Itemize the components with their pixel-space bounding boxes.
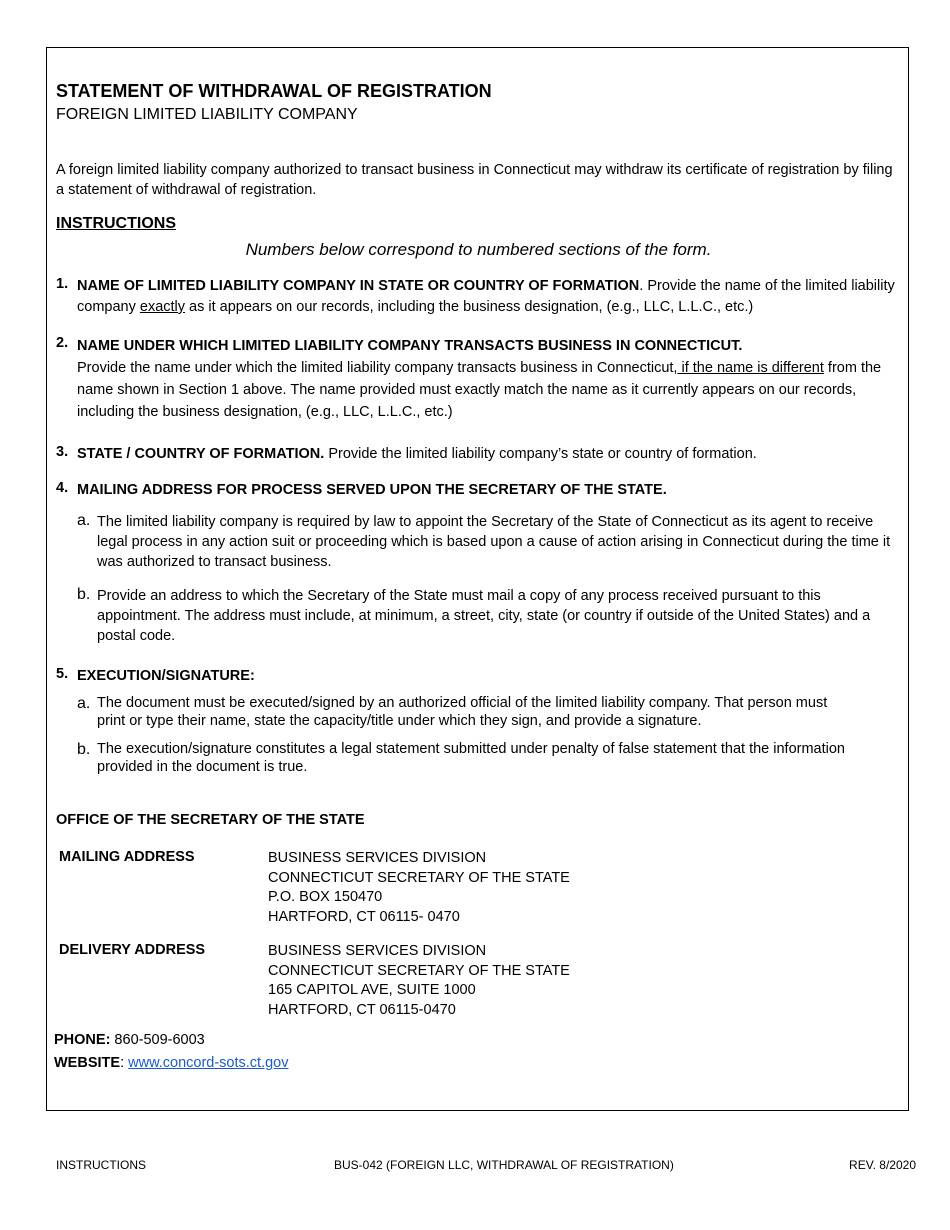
item-title: NAME OF LIMITED LIABILITY COMPANY IN STATE OR COUNTRY OF FORMATION (77, 278, 640, 294)
item-title: EXECUTION/SIGNATURE: (77, 668, 255, 684)
item-text: Provide the name under which the limited liability company transacts business in Connecticut, (77, 360, 678, 376)
website-label: WEBSITE (54, 1055, 121, 1071)
mailing-address (268, 849, 570, 927)
page-subtitle: FOREIGN LIMITED LIABILITY COMPANY (56, 106, 358, 123)
address-line: BUSINESS SERVICES DIVISION (268, 850, 487, 866)
item-text: as it appears on our records, including the business designation, (e.g., LLC, L.L.C., etc.) (185, 299, 754, 315)
instruction-item-2 (77, 335, 902, 423)
sub-item-4b: Provide an address to which the Secretary of the State must mail a copy of any process received pursuant to this appointment. The address must include, at minimum, a street, city, state (or country if outside of the United States) and a postal code. (97, 588, 871, 644)
intro-paragraph: A foreign limited liability company authorized to transact business in Connecticut may withdraw its certificate of registration by filing a statement of withdrawal of registration. (56, 162, 893, 198)
item-title: STATE / COUNTRY OF FORMATION. (77, 446, 325, 462)
item-text: . Provide the name of the limited liability company (77, 278, 895, 315)
instruction-item-1 (77, 276, 902, 318)
item-emphasis: if the name is different (677, 360, 824, 376)
item-title: MAILING ADDRESS FOR PROCESS SERVED UPON THE SECRETARY OF THE STATE. (77, 482, 667, 498)
address-line: HARTFORD, CT 06115- 0470 (268, 908, 460, 925)
phone-line (54, 1032, 205, 1048)
website-link[interactable]: www.concord-sots.ct.gov (128, 1055, 289, 1071)
website-separator: : (120, 1055, 129, 1071)
footer-right: REV. 8/2020 (849, 1158, 916, 1172)
item-number: 3. (56, 444, 69, 460)
delivery-address-label: DELIVERY ADDRESS (59, 942, 206, 958)
address-line: CONNECTICUT SECRETARY OF THE STATE (268, 869, 570, 886)
website-line (54, 1055, 289, 1071)
sub-item-4a: The limited liability company is required by law to appoint the Secretary of the State of Connecticut as its agent to receive legal process in any action suit or proceeding which is based upon a cause of action arising in Connecticut during the time it was authorized to transact business. (97, 514, 891, 570)
sub-item-5b: The execution/signature constitutes a legal statement submitted under penalty of false statement that the information provided in the document is true. (97, 741, 845, 775)
instructions-note: Numbers below correspond to numbered sections of the form. (245, 240, 712, 259)
footer-left: INSTRUCTIONS (56, 1158, 146, 1172)
address-line: CONNECTICUT SECRETARY OF THE STATE (268, 962, 570, 979)
item-emphasis: exactly (139, 299, 186, 315)
address-line: HARTFORD, CT 06115-0470 (268, 1001, 456, 1018)
instructions-heading: INSTRUCTIONS (56, 215, 176, 232)
item-text: Provide the limited liability company’s state or country of formation. (324, 446, 757, 462)
sub-letter: a. (77, 695, 91, 712)
item-number: 5. (56, 666, 69, 682)
address-line: 165 CAPITOL AVE, SUITE 1000 (268, 982, 476, 998)
mailing-address-label: MAILING ADDRESS (59, 849, 195, 865)
item-number: 1. (56, 276, 69, 292)
sub-item-5a: The document must be executed/signed by an authorized official of the limited liability company. That person must print or type their name, state the capacity/title under which they sign, and provide a signature. (97, 695, 828, 729)
sub-letter: b. (77, 741, 91, 758)
address-line: P.O. BOX 150470 (268, 889, 383, 905)
sub-letter: a. (77, 512, 91, 529)
delivery-address (268, 942, 570, 1020)
office-heading: OFFICE OF THE SECRETARY OF THE STATE (56, 812, 365, 828)
address-line: BUSINESS SERVICES DIVISION (268, 943, 487, 959)
instruction-item-3 (77, 444, 902, 465)
item-text: from the name shown in Section 1 above. The name provided must exactly match the name as it currently appears on our records, including the business designation, (e.g., LLC, L.L.C., etc.) (77, 360, 882, 420)
footer-center: BUS-042 (FOREIGN LLC, WITHDRAWAL OF REGISTRATION) (334, 1158, 674, 1172)
item-number: 4. (56, 480, 69, 496)
item-title: NAME UNDER WHICH LIMITED LIABILITY COMPANY TRANSACTS BUSINESS IN CONNECTICUT. (77, 338, 743, 354)
page-title: STATEMENT OF WITHDRAWAL OF REGISTRATION (56, 81, 492, 101)
phone-number: 860-509-6003 (110, 1032, 205, 1048)
phone-label: PHONE: (54, 1032, 111, 1048)
sub-letter: b. (77, 586, 91, 603)
item-number: 2. (56, 335, 69, 351)
